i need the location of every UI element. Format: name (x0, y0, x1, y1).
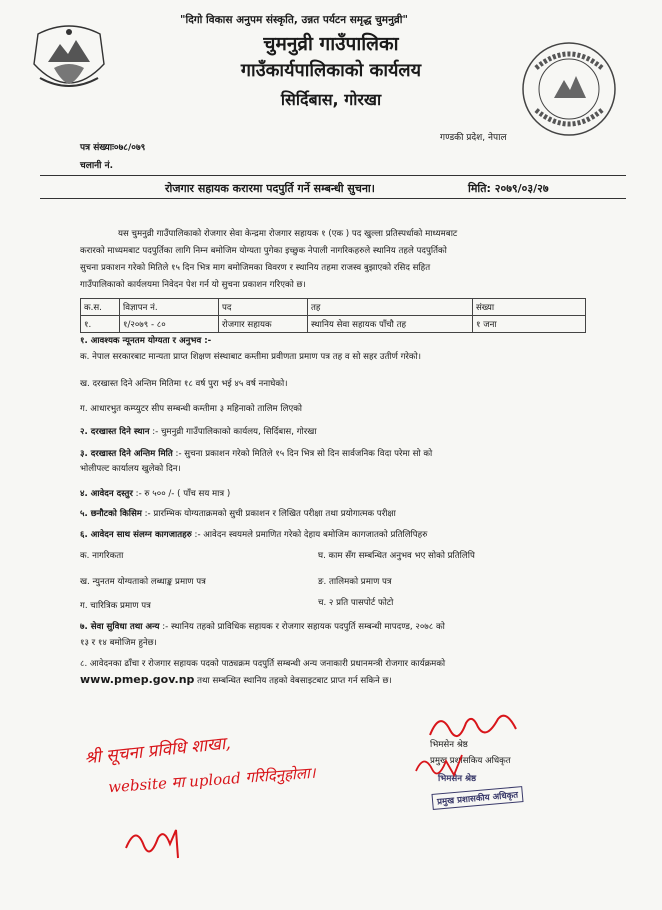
section-4-label: ४. आवेदन दस्तुर (80, 489, 133, 499)
office-address: सिर्दिबास, गोरखा (280, 90, 382, 109)
section-2-label: २. दरखास्त दिने स्थान (80, 427, 150, 437)
doc-item: ङ. तालिमको प्रमाण पत्र (318, 577, 392, 587)
doc-item: ख. न्युनतम योग्यताको लब्धाङ्क प्रमाण पत्र (80, 577, 206, 587)
dispatch-number: चलानी नं. (80, 161, 114, 171)
divider-bottom (40, 198, 626, 199)
section-8-cont (80, 673, 392, 686)
doc-item: क. नागरिकता (80, 551, 124, 561)
section-1-title: १. आवश्यक न्यूनतम योग्यता र अनुभव :- (80, 336, 212, 346)
section-7 (80, 620, 445, 632)
table-row (81, 316, 586, 333)
section-6-text: :- आवेदन स्वयमले प्रमाणित गरेको देहाय बमोजिम कागजातको प्रतिलिपिहरु (191, 530, 428, 540)
section-5-text: :- प्रारम्भिक योग्यताक्रमको सुची प्रकाशन र लिखित परीक्षा तथा प्रयोगात्मक परीक्षा (141, 509, 396, 519)
office-name: गाउँकार्यपालिकाको कार्यलय (240, 60, 422, 81)
notice-date: मिति: २०७९/०३/२७ (468, 182, 549, 195)
table-header-cell: क.स. (81, 299, 120, 316)
handwritten-note-line-2: website मा upload गरिदिनुहोला। (107, 763, 317, 797)
signatory-designation: प्रमुख प्रशासकिय अधिकृत (430, 756, 511, 766)
section-4 (80, 487, 230, 499)
section-7-text-cont: १३ र १४ बमोजिम हुनेछ। (80, 638, 157, 648)
notice-title: रोजगार सहायक करारमा पदपुर्ति गर्ने सम्बन्धी सुचना। (165, 182, 375, 195)
section-4-text: :- रु ५०० /- ( पाँच सय मात्र ) (132, 489, 231, 499)
table-cell: १. (81, 316, 120, 333)
signatory-name: भिमसेन श्रेष्ठ (430, 740, 468, 750)
section-3-text: :- सुचना प्रकाशन गरेको मितिले १५ दिन भित्र सो दिन सार्वजनिक विदा परेमा सो को (172, 449, 433, 459)
table-cell: स्थानिय सेवा सहायक पाँचौ तह (308, 316, 473, 333)
table-header-cell: विज्ञापन नं. (120, 299, 219, 316)
letter-number: पत्र संख्याः०७८/०७९ (80, 143, 146, 153)
section-3-label: ३. दरखास्त दिने अन्तिम मिति (80, 449, 173, 459)
section-6-label: ६. आवेदन साथ संलग्न कागजातहरु (80, 530, 192, 540)
section-2-text: :- चुमनुव्री गाउँपालिकाको कार्यलय, सिर्दिबास, गोरखा (149, 427, 317, 437)
doc-item: घ. काम सँग सम्बन्धित अनुभव भए सोको प्रतिलिपि (318, 551, 475, 561)
red-initial-icon (410, 745, 470, 785)
website-link[interactable]: www.pmep.gov.np (80, 673, 195, 686)
section-7-label: ७. सेवा सुविधा तथा अन्य (80, 622, 160, 632)
section-6 (80, 528, 427, 540)
qualification-c: ग. आधारभुत कम्प्युटर सीप सम्बन्धी कम्तीमा ३ महिनाको तालिम लिएको (80, 404, 303, 414)
table-cell: रोजगार सहायक (219, 316, 308, 333)
doc-item: च. २ प्रति पासपोर्ट फोटो (318, 598, 394, 608)
table-header-cell: तह (308, 299, 473, 316)
section-8-text-cont: तथा सम्बन्धित स्थानिय तहको वेबसाइटबाट प्राप्त गर्न सकिने छ। (194, 676, 392, 686)
handwritten-note-line-1: श्री सूचना प्रविधि शाखा, (83, 733, 232, 769)
stamp-title: प्रमुख प्रशासकीय अधिकृत (431, 786, 523, 810)
section-3-text-cont: भोलीपल्ट कार्यालय खुलेको दिन। (80, 464, 181, 474)
table-header-cell: पद (219, 299, 308, 316)
doc-item: ग. चारित्रिक प्रमाण पत्र (80, 601, 151, 611)
intro-line-4: गाउँपालिकाको कार्यलयमा निवेदन पेश गर्न यो सुचना प्रकाशन गरिएको छ। (80, 280, 306, 290)
table-header-row (81, 299, 586, 316)
posts-table (80, 298, 586, 333)
org-name: चुमनुव्री गाउँपालिका (263, 33, 399, 55)
intro-line-3: सुचना प्रकाशन गरेको मितिले १५ दिन भित्र माग बमोजिमका विवरण र स्थानिय तहमा राजस्व बुझाएको रसिद सहित (80, 263, 431, 273)
office-seal-icon (518, 38, 620, 140)
section-3 (80, 447, 432, 459)
divider-top (40, 175, 626, 176)
intro-line-1: यस चुमनुव्री गाउँपालिकाको रोजगार सेवा केन्द्रमा रोजगार सहायक १ (एक ) पद खुल्ला प्रतिस्पर्धाको माध्यमबाट (118, 229, 458, 239)
province: गण्डकी प्रदेश, नेपाल (440, 133, 507, 143)
handwritten-initial-icon (118, 818, 198, 868)
section-5-label: ५. छनौटको किसिम (80, 509, 142, 519)
table-cell: १/२०७९ - ८० (120, 316, 219, 333)
qualification-b: ख. दरखास्त दिने अन्तिम मितिमा १८ वर्ष पुरा भई ४५ वर्ष ननाघेको। (80, 379, 288, 389)
table-header-cell: संख्या (473, 299, 586, 316)
section-5 (80, 507, 396, 519)
table-cell: १ जना (473, 316, 586, 333)
section-8-text: ८. आवेदनका ढाँचा र रोजगार सहायक पदको पाठ्यक्रम पदपुर्ति सम्बन्धी अन्य जनाकारी प्रधानमन्त्री रोजगार कार्यक्रमको (80, 659, 446, 669)
section-2 (80, 425, 317, 437)
intro-line-2: करारको माध्यमबाट पदपुर्तिका लागि निम्न बमोजिम योग्यता पुगेका इच्छुक नेपाली नागरिकहरुले स्थानिय तहले पदपुर्तिको (80, 246, 447, 256)
motto: "दिगो विकास अनुपम संस्कृति, उन्नत पर्यटन समृद्ध चुमनुव्री" (180, 14, 408, 26)
stamp-name: भिमसेन श्रेष्ठ (438, 774, 477, 784)
section-7-text: :- स्थानिय तहको प्राविधिक सहायक र रोजगार सहायक पदपुर्ति सम्बन्धी मापदण्ड, २०७८ को (159, 622, 445, 632)
qualification-a: क. नेपाल सरकारबाट मान्यता प्राप्त शिक्षण संस्थाबाट कम्तीमा प्रवीणता प्रमाण पत्र तह व सो सहर उतीर्ण गरेको। (80, 352, 421, 362)
